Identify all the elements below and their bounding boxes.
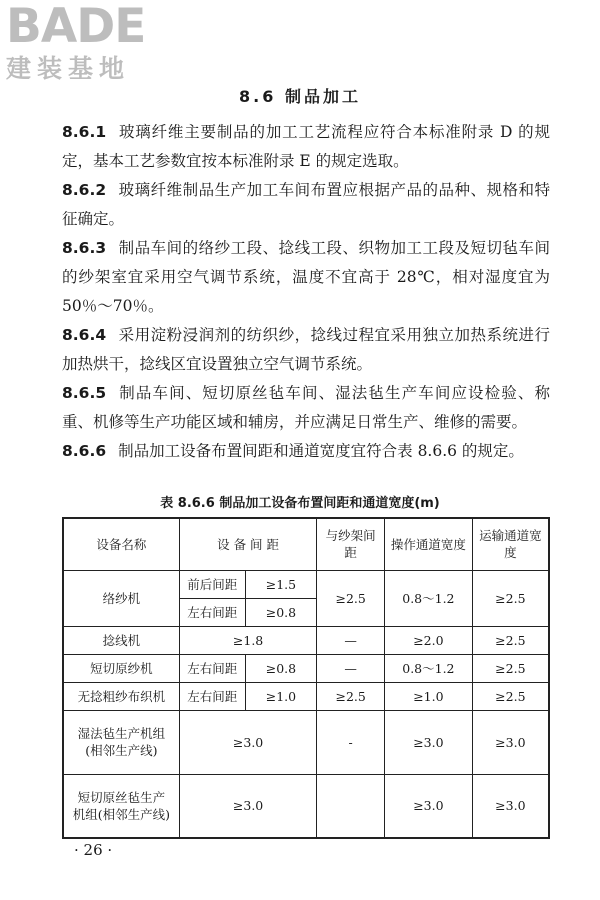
table-row: [63, 710, 549, 774]
cell-transport-aisle: ≥2.5: [472, 626, 549, 654]
clause-number: 8.6.4: [62, 326, 107, 344]
cell-creel-spacing: ≥2.5: [317, 682, 385, 710]
cell-operation-aisle: 0.8～1.2: [385, 570, 473, 626]
clause-list: [62, 118, 550, 466]
cell-transport-aisle: ≥2.5: [472, 682, 549, 710]
clause-text: 制品车间的络纱工段、捻线工段、织物加工工段及短切毡车间的纱架室宜采用空气调节系统，温度不宜高于 28℃，相对湿度宜为 50％～70％。: [62, 239, 550, 315]
clause-8-6-5: [62, 379, 550, 437]
clause-number: 8.6.1: [62, 123, 107, 141]
cell-equipment-name: 捻线机: [63, 626, 179, 654]
publisher-logo: [6, 2, 176, 84]
cell-spacing-value: ≥1.8: [179, 626, 316, 654]
cell-operation-aisle: ≥1.0: [385, 682, 473, 710]
header-creel-spacing: 与纱架间距: [317, 518, 385, 570]
cell-creel-spacing: —: [317, 626, 385, 654]
cell-spacing-value: ≥3.0: [179, 774, 316, 838]
clause-8-6-4: [62, 321, 550, 379]
clause-text: 玻璃纤维制品生产加工车间布置应根据产品的品种、规格和特征确定。: [62, 181, 550, 228]
cell-equipment-name: [63, 710, 179, 774]
header-operation-aisle: 操作通道宽度: [385, 518, 473, 570]
cell-operation-aisle: ≥3.0: [385, 774, 473, 838]
cell-creel-spacing: [317, 774, 385, 838]
cell-creel-spacing: ≥2.5: [317, 570, 385, 626]
page-number: · 26 ·: [74, 841, 113, 859]
clause-text: 制品加工设备布置间距和通道宽度宜符合表 8.6.6 的规定。: [118, 442, 524, 460]
clause-8-6-1: [62, 118, 550, 176]
cell-spacing-value: ≥1.5: [245, 570, 317, 598]
table-row: [63, 774, 549, 838]
cell-spacing-label: 左右间距: [179, 682, 245, 710]
cell-creel-spacing: —: [317, 654, 385, 682]
clause-8-6-2: [62, 176, 550, 234]
logo-wordmark: BADE: [6, 0, 146, 54]
cell-spacing-label: 前后间距: [179, 570, 245, 598]
table-row: [63, 654, 549, 682]
cell-spacing-value: ≥0.8: [245, 654, 317, 682]
clause-8-6-3: [62, 234, 550, 321]
table-row: [63, 682, 549, 710]
cell-spacing-label: 左右间距: [179, 654, 245, 682]
name-line: (相邻生产线): [85, 743, 158, 758]
cell-transport-aisle: ≥2.5: [472, 570, 549, 626]
cell-equipment-name: [63, 774, 179, 838]
header-equipment-spacing: 设 备 间 距: [179, 518, 316, 570]
table-caption: 表 8.6.6 制品加工设备布置间距和通道宽度(m): [160, 496, 440, 511]
cell-operation-aisle: ≥2.0: [385, 626, 473, 654]
cell-equipment-name: 络纱机: [63, 570, 179, 626]
header-transport-aisle: 运输通道宽度: [472, 518, 549, 570]
clause-8-6-6: [62, 437, 550, 466]
clause-number: 8.6.3: [62, 239, 107, 257]
name-line: 湿法毡生产机组: [77, 726, 166, 741]
logo-subtitle: 建装基地: [6, 54, 131, 83]
cell-transport-aisle: ≥3.0: [472, 774, 549, 838]
clause-number: 8.6.6: [62, 442, 107, 460]
table-row: [63, 626, 549, 654]
section-title: 8.6 制品加工: [239, 87, 361, 106]
table-header-row: [63, 518, 549, 570]
cell-transport-aisle: ≥2.5: [472, 654, 549, 682]
cell-operation-aisle: ≥3.0: [385, 710, 473, 774]
cell-equipment-name: 短切原纱机: [63, 654, 179, 682]
cell-spacing-value: ≥0.8: [245, 598, 317, 626]
clause-number: 8.6.5: [62, 384, 107, 402]
cell-transport-aisle: ≥3.0: [472, 710, 549, 774]
clause-number: 8.6.2: [62, 181, 107, 199]
cell-spacing-value: ≥3.0: [179, 710, 316, 774]
equipment-spacing-table: [62, 517, 550, 839]
cell-operation-aisle: 0.8～1.2: [385, 654, 473, 682]
cell-spacing-label: 左右间距: [179, 598, 245, 626]
name-line: 机组(相邻生产线): [72, 806, 171, 822]
clause-text: 采用淀粉浸润剂的纺织纱，捻线过程宜采用独立加热系统进行加热烘干，捻线区宜设置独立空气调节系统。: [62, 326, 550, 373]
cell-equipment-name: 无捻粗纱布织机: [63, 682, 179, 710]
header-equipment-name: 设备名称: [63, 518, 179, 570]
clause-text: 玻璃纤维主要制品的加工工艺流程应符合本标准附录 D 的规定，基本工艺参数宜按本标准附录 E 的规定选取。: [62, 123, 550, 170]
table-row: [63, 570, 549, 598]
clause-text: 制品车间、短切原丝毡车间、湿法毡生产车间应设检验、称重、机修等生产功能区域和辅房，并应满足日常生产、维修的需要。: [62, 384, 550, 431]
name-line: 短切原丝毡生产: [77, 789, 166, 805]
cell-spacing-value: ≥1.0: [245, 682, 317, 710]
cell-creel-spacing: -: [317, 710, 385, 774]
